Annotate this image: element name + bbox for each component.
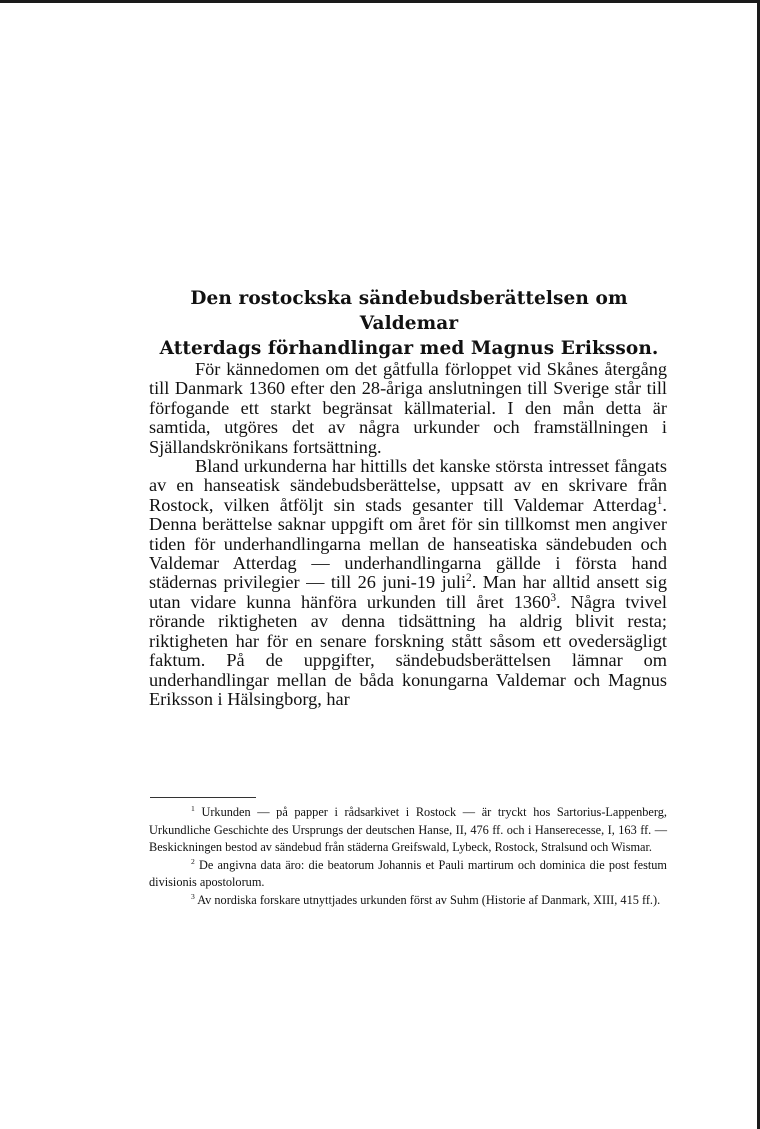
footnotes <box>149 804 667 910</box>
article-body <box>149 360 667 709</box>
paragraph-2-part-a: Bland urkunderna har hittills det kanske största intresset fångats av en hanseatisk sändebudsberättelse, uppsatt av en skrivare från Rostock, vilken åtföljt sin stads gesanter till Valdemar Atterdag <box>149 456 667 515</box>
footnote-ref-3: 3 <box>550 591 557 604</box>
footnote-ref-1: 1 <box>656 494 663 507</box>
article-title-line-2: Atterdags förhandlingar med Magnus Eriksson. <box>159 338 659 359</box>
footnote-3 <box>149 892 667 910</box>
footnote-1-marker: 1 <box>191 803 195 813</box>
article-title-line-1: Den rostockska sändebudsberättelsen om Valdemar <box>190 288 628 334</box>
page-top-border <box>0 0 758 3</box>
paragraph-2 <box>149 457 667 709</box>
footnote-3-marker: 3 <box>191 891 195 901</box>
article-title <box>148 286 670 361</box>
footnote-ref-2: 2 <box>466 572 472 585</box>
footnote-1-text: Urkunden — på papper i rådsarkivet i Rostock — är tryckt hos Sartorius-Lappenberg, Urkundliche Geschichte des Ursprungs der deutschen Hanse, II, 476 ff. och i Hanserecesse, I, 163 ff. — Beskickningen bestod av sändebud från städerna Greifswald, Lybeck, Rostock, Stralsund och Wismar. <box>149 805 667 855</box>
footnote-3-text: Av nordiska forskare utnyttjades urkunden först av Suhm (Historie af Danmark, XIII, 415 ff.). <box>194 892 661 907</box>
footnote-2-marker: 2 <box>191 856 195 866</box>
paragraph-2-part-d: . Några tvivel rörande riktigheten av denna tidsättning ha aldrig blivit resta; riktigheten har för en senare forskning stått såsom ett ovedersägligt faktum. På de uppgifter, sändebudsberättelsen lämnar om underhandlingar mellan de båda konungarna Valdemar och Magnus Eriksson i Hälsingborg, har <box>149 591 667 709</box>
paragraph-2-part-c: . Man har alltid ansett sig utan vidare kunna hänföra urkunden till året 1360 <box>149 572 667 612</box>
footnote-2-text: De angivna data äro: die beatorum Johannis et Pauli martirum och dominica die post festum divisionis apostolorum. <box>149 857 667 890</box>
footnote-2 <box>149 857 667 892</box>
paragraph-2-part-b: . Denna berättelse saknar uppgift om året för sin tillkomst men angiver tiden för underhandlingarna mellan de hanseatiska sändebuden och Valdemar Atterdag — underhandlingarna gällde i första hand städernas privilegier — till 26 juni-19 juli <box>149 494 667 593</box>
footnote-1 <box>149 804 667 857</box>
footnote-separator <box>150 797 256 798</box>
paragraph-1: För kännedomen om det gåtfulla förloppet vid Skånes återgång till Danmark 1360 efter den 28-åriga anslutningen till Sverige står till förfogande ett starkt begränsat källmaterial. I den mån detta är samtida, utgöres det av några urkunder och framställningen i Själlandskrönikans fortsättning. <box>149 359 667 457</box>
